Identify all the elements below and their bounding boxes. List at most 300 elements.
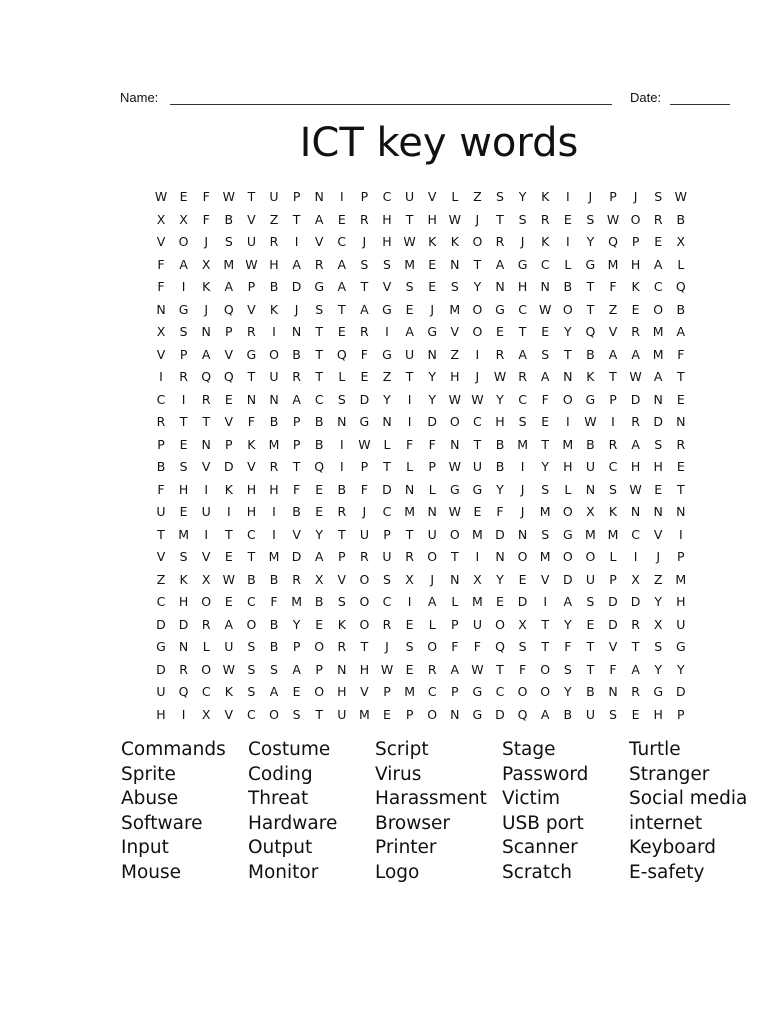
grid-letter[interactable]: S [179, 549, 188, 564]
grid-letter[interactable]: I [204, 481, 209, 497]
grid-letter[interactable]: O [517, 549, 528, 564]
grid-letter[interactable]: M [562, 436, 574, 452]
grid-letter[interactable]: I [407, 414, 412, 429]
grid-letter[interactable]: Z [450, 346, 460, 362]
grid-letter[interactable]: E [315, 481, 324, 497]
grid-letter[interactable]: Z [608, 301, 618, 317]
grid-letter[interactable]: P [383, 684, 391, 699]
grid-letter[interactable]: Y [563, 324, 572, 339]
grid-letter[interactable]: R [631, 414, 640, 429]
grid-letter[interactable]: I [226, 504, 231, 519]
grid-letter[interactable]: Z [473, 189, 482, 204]
grid-letter[interactable]: W [222, 661, 235, 677]
grid-letter[interactable]: T [609, 369, 617, 384]
grid-letter[interactable]: X [676, 234, 686, 249]
grid-letter[interactable]: N [337, 661, 347, 677]
grid-letter[interactable]: N [563, 369, 573, 384]
grid-letter[interactable]: T [450, 549, 459, 564]
grid-letter[interactable]: G [449, 481, 460, 497]
grid-letter[interactable]: Y [383, 391, 391, 407]
grid-letter[interactable]: N [630, 504, 641, 519]
grid-letter[interactable]: W [380, 661, 394, 677]
grid-letter[interactable]: P [292, 639, 301, 654]
grid-letter[interactable]: N [404, 481, 415, 497]
grid-letter[interactable]: X [631, 571, 640, 587]
grid-letter[interactable]: M [268, 549, 280, 564]
grid-letter[interactable]: E [383, 706, 391, 722]
grid-letter[interactable]: V [360, 684, 369, 699]
grid-letter[interactable]: P [609, 571, 617, 587]
grid-letter[interactable]: R [405, 549, 414, 564]
grid-letter[interactable]: Y [315, 526, 323, 542]
grid-letter[interactable]: S [654, 189, 663, 204]
grid-letter[interactable]: R [269, 459, 279, 474]
grid-letter[interactable]: C [518, 301, 527, 317]
grid-letter[interactable]: O [472, 234, 483, 249]
grid-letter[interactable]: V [653, 526, 663, 542]
grid-letter[interactable]: T [337, 526, 346, 542]
grid-letter[interactable]: T [586, 301, 595, 317]
grid-letter[interactable]: U [156, 684, 166, 699]
grid-letter[interactable]: Q [585, 324, 596, 339]
grid-letter[interactable]: K [608, 504, 618, 519]
grid-letter[interactable]: A [314, 211, 324, 227]
grid-letter[interactable]: U [676, 616, 686, 632]
grid-letter[interactable]: K [202, 279, 211, 294]
grid-letter[interactable]: S [518, 414, 527, 429]
grid-letter[interactable]: O [562, 391, 573, 407]
grid-letter[interactable]: O [246, 616, 257, 632]
grid-letter[interactable]: T [315, 324, 323, 339]
grid-letter[interactable]: P [451, 616, 459, 632]
grid-letter[interactable]: O [269, 706, 279, 722]
grid-letter[interactable]: T [157, 526, 165, 542]
grid-letter[interactable]: E [518, 571, 527, 587]
grid-letter[interactable]: J [362, 504, 367, 519]
grid-letter[interactable]: K [224, 684, 233, 699]
grid-letter[interactable]: T [383, 459, 391, 474]
grid-letter[interactable]: T [473, 256, 482, 272]
grid-letter[interactable]: E [405, 616, 414, 632]
grid-letter[interactable]: R [608, 436, 618, 452]
grid-letter[interactable]: T [631, 639, 640, 654]
grid-letter[interactable]: B [563, 279, 573, 294]
grid-letter[interactable]: Q [314, 459, 325, 474]
grid-letter[interactable]: O [427, 639, 438, 654]
grid-letter[interactable]: D [495, 706, 505, 722]
grid-letter[interactable]: Q [223, 369, 234, 384]
grid-letter[interactable]: T [586, 279, 595, 294]
grid-letter[interactable]: F [428, 436, 436, 452]
grid-letter[interactable]: P [451, 684, 459, 699]
grid-letter[interactable]: B [292, 346, 301, 362]
grid-letter[interactable]: P [360, 459, 369, 474]
grid-letter[interactable]: D [223, 459, 234, 474]
grid-letter[interactable]: I [407, 391, 412, 407]
grid-letter[interactable]: Z [382, 369, 392, 384]
grid-letter[interactable]: K [247, 436, 256, 452]
grid-letter[interactable]: R [360, 211, 369, 227]
grid-letter[interactable]: E [654, 234, 663, 249]
grid-letter[interactable]: A [563, 594, 573, 609]
grid-letter[interactable]: N [653, 391, 663, 407]
grid-letter[interactable]: E [654, 481, 663, 497]
grid-letter[interactable]: N [291, 324, 302, 339]
grid-letter[interactable]: C [608, 459, 618, 474]
grid-letter[interactable]: T [292, 211, 301, 227]
grid-letter[interactable]: U [156, 504, 166, 519]
grid-letter[interactable]: M [268, 436, 280, 452]
grid-letter[interactable]: D [291, 549, 302, 564]
grid-letter[interactable]: J [656, 549, 661, 564]
grid-letter[interactable]: A [653, 256, 663, 272]
grid-letter[interactable]: X [201, 706, 211, 722]
grid-letter[interactable]: P [225, 436, 233, 452]
grid-letter[interactable]: R [518, 369, 527, 384]
grid-letter[interactable]: I [565, 189, 570, 204]
grid-letter[interactable]: S [224, 234, 233, 249]
grid-letter[interactable]: N [337, 414, 347, 429]
grid-letter[interactable]: S [179, 324, 188, 339]
grid-letter[interactable]: O [562, 549, 573, 564]
grid-letter[interactable]: C [156, 594, 166, 609]
grid-letter[interactable]: K [428, 234, 437, 249]
grid-letter[interactable]: F [609, 661, 617, 677]
grid-letter[interactable]: F [270, 594, 278, 609]
grid-letter[interactable]: M [539, 549, 551, 564]
grid-letter[interactable]: I [339, 436, 344, 452]
grid-letter[interactable]: J [204, 234, 209, 249]
grid-letter[interactable]: R [495, 346, 505, 362]
grid-letter[interactable]: H [563, 459, 573, 474]
grid-letter[interactable]: Y [541, 459, 549, 474]
grid-letter[interactable]: X [473, 571, 482, 587]
grid-letter[interactable]: T [337, 301, 346, 317]
grid-letter[interactable]: N [382, 414, 392, 429]
grid-letter[interactable]: S [383, 571, 391, 587]
grid-letter[interactable]: E [541, 414, 550, 429]
grid-letter[interactable]: K [541, 189, 550, 204]
grid-letter[interactable]: W [222, 571, 235, 587]
grid-letter[interactable]: O [585, 549, 596, 564]
grid-letter[interactable]: U [224, 639, 234, 654]
grid-letter[interactable]: X [201, 256, 211, 272]
grid-letter[interactable]: X [179, 211, 188, 227]
grid-letter[interactable]: A [495, 256, 505, 272]
grid-letter[interactable]: M [607, 526, 619, 542]
grid-letter[interactable]: S [586, 594, 595, 609]
grid-letter[interactable]: W [629, 481, 642, 497]
grid-letter[interactable]: H [495, 414, 505, 429]
grid-letter[interactable]: S [563, 661, 572, 677]
grid-letter[interactable]: B [314, 594, 324, 609]
grid-letter[interactable]: I [339, 189, 344, 204]
grid-letter[interactable]: M [539, 504, 551, 519]
grid-letter[interactable]: E [224, 549, 233, 564]
grid-letter[interactable]: S [292, 706, 301, 722]
grid-letter[interactable]: M [584, 526, 596, 542]
grid-letter[interactable]: I [611, 414, 615, 429]
grid-letter[interactable]: E [473, 504, 482, 519]
grid-letter[interactable]: R [337, 504, 347, 519]
grid-letter[interactable]: E [179, 436, 188, 452]
grid-letter[interactable]: D [517, 594, 528, 609]
grid-letter[interactable]: E [315, 616, 324, 632]
grid-letter[interactable]: W [674, 189, 687, 204]
grid-letter[interactable]: M [652, 346, 664, 362]
grid-letter[interactable]: W [493, 369, 507, 384]
grid-letter[interactable]: T [541, 436, 549, 452]
grid-letter[interactable]: V [337, 571, 347, 587]
grid-letter[interactable]: F [157, 481, 165, 497]
grid-letter[interactable]: O [562, 504, 573, 519]
grid-letter[interactable]: A [631, 661, 640, 677]
grid-letter[interactable]: I [159, 369, 163, 384]
grid-letter[interactable]: C [247, 594, 256, 609]
grid-letter[interactable]: V [292, 526, 301, 542]
grid-letter[interactable]: V [247, 301, 256, 317]
grid-letter[interactable]: U [585, 459, 595, 474]
grid-letter[interactable]: L [383, 436, 391, 452]
grid-letter[interactable]: O [472, 301, 483, 317]
grid-letter[interactable]: T [496, 211, 504, 227]
grid-letter[interactable]: B [247, 571, 256, 587]
grid-letter[interactable]: S [405, 639, 414, 654]
grid-letter[interactable]: N [178, 639, 189, 654]
grid-letter[interactable]: E [179, 504, 188, 519]
grid-letter[interactable]: L [406, 459, 414, 474]
grid-letter[interactable]: A [179, 256, 188, 272]
grid-letter[interactable]: N [653, 504, 663, 519]
grid-letter[interactable]: R [360, 324, 369, 339]
grid-letter[interactable]: I [181, 279, 186, 294]
grid-letter[interactable]: V [450, 324, 460, 339]
grid-letter[interactable]: V [156, 346, 166, 362]
grid-letter[interactable]: M [404, 256, 415, 272]
grid-letter[interactable]: C [314, 391, 324, 407]
grid-letter[interactable]: T [315, 346, 323, 362]
grid-letter[interactable]: R [631, 616, 640, 632]
grid-letter[interactable]: H [359, 661, 370, 677]
grid-letter[interactable]: T [315, 369, 323, 384]
grid-letter[interactable]: A [540, 369, 550, 384]
grid-letter[interactable]: S [247, 684, 256, 699]
grid-letter[interactable]: P [631, 234, 640, 249]
grid-letter[interactable]: I [633, 549, 638, 564]
grid-letter[interactable]: I [272, 504, 276, 519]
grid-letter[interactable]: T [563, 346, 572, 362]
grid-letter[interactable]: J [362, 234, 367, 249]
grid-letter[interactable]: H [382, 234, 392, 249]
grid-letter[interactable]: A [676, 324, 686, 339]
grid-letter[interactable]: A [518, 346, 527, 362]
grid-letter[interactable]: U [585, 571, 595, 587]
grid-letter[interactable]: G [178, 301, 189, 317]
grid-letter[interactable]: T [360, 279, 369, 294]
grid-letter[interactable]: O [449, 414, 460, 429]
grid-letter[interactable]: S [450, 279, 459, 294]
grid-letter[interactable]: K [179, 571, 188, 587]
grid-letter[interactable]: T [405, 369, 414, 384]
grid-letter[interactable]: F [202, 211, 210, 227]
grid-letter[interactable]: S [360, 256, 369, 272]
grid-letter[interactable]: Y [292, 616, 301, 632]
grid-letter[interactable]: T [202, 414, 210, 429]
grid-letter[interactable]: Y [428, 369, 436, 384]
grid-letter[interactable]: M [471, 594, 483, 609]
grid-letter[interactable]: K [631, 279, 640, 294]
grid-letter[interactable]: O [201, 594, 212, 609]
grid-letter[interactable]: B [224, 211, 234, 227]
grid-letter[interactable]: M [291, 594, 302, 609]
grid-letter[interactable]: A [337, 256, 347, 272]
grid-letter[interactable]: P [292, 436, 301, 452]
grid-letter[interactable]: P [292, 189, 301, 204]
grid-letter[interactable]: O [359, 594, 370, 609]
grid-letter[interactable]: O [540, 661, 551, 677]
grid-letter[interactable]: J [204, 301, 209, 317]
grid-letter[interactable]: Q [517, 706, 528, 722]
grid-letter[interactable]: P [292, 414, 301, 429]
grid-letter[interactable]: V [224, 414, 234, 429]
grid-letter[interactable]: N [201, 436, 211, 452]
grid-letter[interactable]: R [676, 436, 686, 452]
grid-letter[interactable]: R [495, 234, 505, 249]
grid-letter[interactable]: R [427, 661, 437, 677]
grid-letter[interactable]: E [428, 256, 437, 272]
grid-letter[interactable]: S [405, 279, 414, 294]
grid-letter[interactable]: S [315, 301, 324, 317]
grid-letter[interactable]: N [246, 391, 257, 407]
grid-letter[interactable]: B [586, 684, 595, 699]
date-blank[interactable] [670, 104, 730, 105]
grid-letter[interactable]: T [405, 526, 414, 542]
grid-letter[interactable]: I [181, 391, 186, 407]
grid-letter[interactable]: V [156, 234, 166, 249]
grid-letter[interactable]: V [608, 324, 618, 339]
grid-letter[interactable]: U [405, 189, 415, 204]
grid-letter[interactable]: E [405, 661, 414, 677]
grid-letter[interactable]: A [314, 549, 324, 564]
grid-letter[interactable]: M [178, 526, 189, 542]
grid-letter[interactable]: D [608, 616, 618, 632]
grid-letter[interactable]: H [630, 256, 641, 272]
grid-letter[interactable]: Y [428, 391, 436, 407]
grid-letter[interactable]: M [471, 526, 483, 542]
grid-letter[interactable]: S [247, 639, 256, 654]
grid-letter[interactable]: R [179, 661, 188, 677]
grid-letter[interactable]: L [428, 616, 436, 632]
grid-letter[interactable]: G [382, 346, 392, 362]
grid-letter[interactable]: U [269, 189, 279, 204]
grid-letter[interactable]: C [518, 391, 527, 407]
grid-letter[interactable]: M [404, 684, 415, 699]
grid-letter[interactable]: J [633, 189, 638, 204]
grid-letter[interactable]: W [471, 661, 484, 677]
grid-letter[interactable]: C [495, 684, 505, 699]
grid-letter[interactable]: S [541, 346, 550, 362]
grid-letter[interactable]: T [247, 189, 256, 204]
grid-letter[interactable]: Q [223, 301, 234, 317]
grid-letter[interactable]: R [292, 571, 301, 587]
grid-letter[interactable]: F [451, 639, 459, 654]
grid-letter[interactable]: U [585, 706, 595, 722]
grid-letter[interactable]: L [428, 481, 436, 497]
grid-letter[interactable]: F [405, 436, 414, 452]
grid-letter[interactable]: C [427, 684, 437, 699]
grid-letter[interactable]: T [541, 639, 549, 654]
grid-letter[interactable]: H [427, 211, 437, 227]
grid-letter[interactable]: Q [201, 369, 212, 384]
grid-letter[interactable]: S [541, 481, 550, 497]
grid-letter[interactable]: S [496, 189, 504, 204]
grid-letter[interactable]: D [382, 481, 392, 497]
grid-letter[interactable]: I [407, 594, 412, 609]
grid-letter[interactable]: W [448, 459, 461, 474]
grid-letter[interactable]: F [157, 256, 165, 272]
grid-letter[interactable]: H [517, 279, 528, 294]
grid-letter[interactable]: U [472, 616, 482, 632]
grid-letter[interactable]: A [540, 706, 550, 722]
grid-letter[interactable]: N [540, 279, 550, 294]
grid-letter[interactable]: E [631, 706, 640, 722]
grid-letter[interactable]: T [247, 369, 256, 384]
grid-letter[interactable]: S [337, 594, 346, 609]
grid-letter[interactable]: U [201, 504, 211, 519]
grid-letter[interactable]: X [518, 616, 527, 632]
grid-letter[interactable]: P [428, 459, 436, 474]
grid-letter[interactable]: O [653, 301, 664, 317]
grid-letter[interactable]: E [676, 459, 685, 474]
grid-letter[interactable]: G [427, 324, 438, 339]
grid-letter[interactable]: D [630, 391, 641, 407]
grid-letter[interactable]: W [606, 211, 620, 227]
grid-letter[interactable]: X [314, 571, 324, 587]
grid-letter[interactable]: O [359, 616, 370, 632]
grid-letter[interactable]: D [156, 661, 166, 677]
grid-letter[interactable]: F [564, 639, 572, 654]
grid-letter[interactable]: I [294, 234, 299, 249]
grid-letter[interactable]: V [382, 279, 392, 294]
grid-letter[interactable]: F [609, 279, 617, 294]
grid-letter[interactable]: X [405, 571, 414, 587]
grid-letter[interactable]: G [653, 684, 664, 699]
grid-letter[interactable]: T [676, 369, 685, 384]
grid-letter[interactable]: B [495, 436, 505, 452]
grid-letter[interactable]: E [337, 324, 346, 339]
grid-letter[interactable]: G [495, 301, 505, 317]
grid-letter[interactable]: H [676, 594, 686, 609]
grid-letter[interactable]: G [156, 639, 166, 654]
grid-letter[interactable]: W [154, 189, 168, 204]
grid-letter[interactable]: T [360, 639, 369, 654]
grid-letter[interactable]: L [451, 594, 459, 609]
grid-letter[interactable]: X [156, 324, 166, 339]
grid-letter[interactable]: W [584, 414, 597, 429]
grid-letter[interactable]: I [181, 706, 186, 722]
grid-letter[interactable]: P [157, 436, 165, 452]
grid-letter[interactable]: N [585, 481, 596, 497]
grid-letter[interactable]: F [247, 414, 255, 429]
grid-letter[interactable]: B [292, 504, 301, 519]
grid-letter[interactable]: E [586, 616, 595, 632]
grid-letter[interactable]: H [269, 256, 279, 272]
grid-letter[interactable]: Z [653, 571, 663, 587]
grid-letter[interactable]: J [475, 211, 480, 227]
grid-letter[interactable]: N [517, 526, 528, 542]
grid-letter[interactable]: S [337, 391, 346, 407]
grid-letter[interactable]: L [677, 256, 685, 272]
